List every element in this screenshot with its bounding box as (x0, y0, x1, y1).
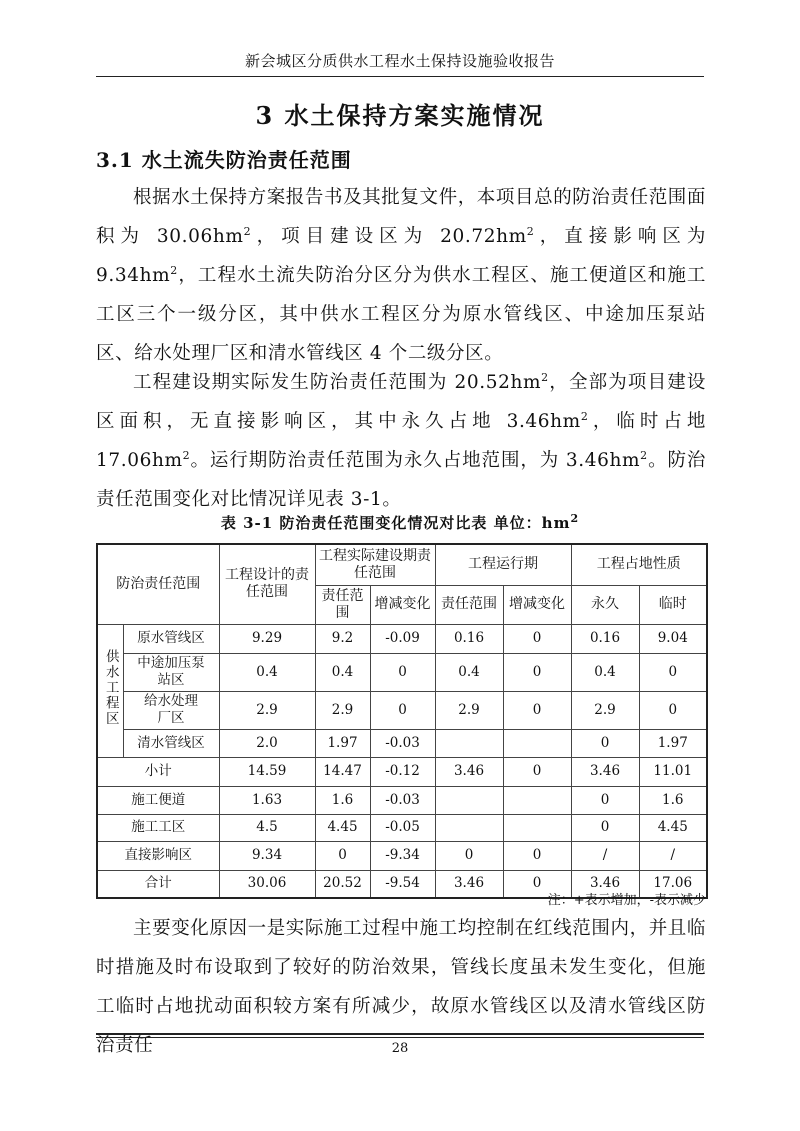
cell-op-range: 0.4 (435, 653, 503, 691)
row-name: 合计 (97, 870, 219, 898)
row-name: 施工便道 (97, 786, 219, 814)
cell-change: -0.05 (370, 814, 435, 841)
row-name: 给水处理厂区 (123, 691, 219, 729)
header-land: 工程占地性质 (571, 544, 707, 585)
subtotal-row (97, 757, 707, 786)
cell-range: 1.6 (315, 786, 370, 814)
cell-change: -9.54 (370, 870, 435, 898)
cell-temporary: 1.97 (639, 729, 707, 757)
cell-permanent: 2.9 (571, 691, 639, 729)
chapter-title: 3 水土保持方案实施情况 (255, 101, 545, 130)
cell-design: 4.5 (219, 814, 315, 841)
cell-op-change: 0 (503, 870, 571, 898)
row-name: 直接影响区 (97, 841, 219, 870)
cell-permanent: 0 (571, 786, 639, 814)
table-caption: 表 3-1 防治责任范围变化情况对比表 单位：$hm^2$ (220, 512, 580, 532)
cell-range: 14.47 (315, 757, 370, 786)
cell-design: 2.9 (219, 691, 315, 729)
cell-temporary: 17.06 (639, 870, 707, 898)
header-change: 增减变化 (370, 585, 435, 624)
cell-op-change (503, 814, 571, 841)
row-name: 原水管线区 (123, 624, 219, 653)
cell-design: 1.63 (219, 786, 315, 814)
cell-op-range: 3.46 (435, 870, 503, 898)
cell-op-range: 0.16 (435, 624, 503, 653)
header-temporary: 临时 (639, 585, 707, 624)
cell-range: 9.2 (315, 624, 370, 653)
row-name: 小计 (97, 757, 219, 786)
cell-permanent: 0 (571, 814, 639, 841)
cell-design: 9.29 (219, 624, 315, 653)
cell-op-range (435, 786, 503, 814)
cell-change: 0 (370, 653, 435, 691)
section-title: 3.1 水土流失防治责任范围 (96, 148, 352, 172)
group-label: 供水工程区 (97, 624, 123, 757)
paragraph-actual-scope: 工程建设期实际发生防治责任范围为 $20.52hm^2$，全部为项目建设区面积，无直接影响区，其中永久占地 $3.46hm^2$，临时占地 $17.06hm^2$。运行期防治责任范围为永久占地范围，为 $3.46hm^2$。防治责任范围变化对比情况详见表 3-1。 (96, 370, 706, 510)
cell-temporary: 0 (639, 653, 707, 691)
header-range: 责任范围 (315, 585, 370, 624)
table-row (97, 624, 707, 653)
cell-op-change (503, 786, 571, 814)
footer-divider-thin (96, 1037, 704, 1038)
row-name: 中途加压泵站区 (123, 653, 219, 691)
cell-design: 0.4 (219, 653, 315, 691)
cell-range: 2.9 (315, 691, 370, 729)
page-number: 28 (391, 1041, 409, 1056)
cell-temporary: / (639, 841, 707, 870)
table-row (97, 653, 707, 691)
responsibility-comparison-table (96, 543, 708, 899)
cell-change: -0.09 (370, 624, 435, 653)
cell-permanent: 3.46 (571, 757, 639, 786)
header-operation: 工程运行期 (435, 544, 571, 585)
paragraph-change-reasons: 主要变化原因一是实际施工过程中施工均控制在红线范围内，并且临时措施及时布设取到了较好的防治效果，管线长度虽未发生变化，但施工临时占地扰动面积较方案有所减少，故原水管线区以及清水管线区防治责任 (96, 918, 707, 1056)
cell-op-change: 0 (503, 841, 571, 870)
cell-permanent: / (571, 841, 639, 870)
table-row (97, 691, 707, 729)
cell-permanent: 0 (571, 729, 639, 757)
cell-permanent: 0.4 (571, 653, 639, 691)
cell-change: -0.03 (370, 786, 435, 814)
cell-change: 0 (370, 691, 435, 729)
cell-op-change: 0 (503, 757, 571, 786)
cell-op-range (435, 814, 503, 841)
cell-change: -0.03 (370, 729, 435, 757)
cell-op-range: 3.46 (435, 757, 503, 786)
header-design: 工程设计的责任范围 (219, 544, 315, 624)
cell-op-range (435, 729, 503, 757)
cell-permanent: 0.16 (571, 624, 639, 653)
row-name: 清水管线区 (123, 729, 219, 757)
cell-design: 2.0 (219, 729, 315, 757)
cell-temporary: 1.6 (639, 786, 707, 814)
cell-op-change (503, 729, 571, 757)
cell-op-range: 2.9 (435, 691, 503, 729)
cell-range: 0 (315, 841, 370, 870)
cell-range: 20.52 (315, 870, 370, 898)
header-op-range: 责任范围 (435, 585, 503, 624)
cell-temporary: 4.45 (639, 814, 707, 841)
cell-op-change: 0 (503, 691, 571, 729)
cell-design: 14.59 (219, 757, 315, 786)
cell-range: 0.4 (315, 653, 370, 691)
row-name: 施工工区 (97, 814, 219, 841)
cell-op-change: 0 (503, 653, 571, 691)
cell-change: -0.12 (370, 757, 435, 786)
cell-temporary: 9.04 (639, 624, 707, 653)
table-row (97, 841, 707, 870)
cell-range: 1.97 (315, 729, 370, 757)
paragraph-responsibility-scope: 根据水土保持方案报告书及其批复文件，本项目总的防治责任范围面积为 $30.06hm^2$，项目建设区为 $20.72hm^2$，直接影响区为 $9.34hm^2$，工程水土流失防治分区分为供水工程区、施工便道区和施工工区三个一级分区，其中供水工程区分为原水管线区、中途加压泵站区、给水处理厂区和清水管线区 4 个二级分区。 (96, 187, 707, 364)
cell-change: -9.34 (370, 841, 435, 870)
cell-temporary: 11.01 (639, 757, 707, 786)
footer-divider (96, 1033, 704, 1035)
cell-design: 30.06 (219, 870, 315, 898)
header-construction: 工程实际建设期责任范围 (315, 544, 435, 585)
table-row (97, 814, 707, 841)
cell-op-range: 0 (435, 841, 503, 870)
table-row (97, 786, 707, 814)
table-note: 注：+表示增加，-表示减少 (547, 893, 706, 908)
header-op-change: 增减变化 (503, 585, 571, 624)
cell-range: 4.45 (315, 814, 370, 841)
header-area: 防治责任范围 (97, 544, 219, 624)
header-permanent: 永久 (571, 585, 639, 624)
cell-permanent: 3.46 (571, 870, 639, 898)
cell-design: 9.34 (219, 841, 315, 870)
cell-op-change: 0 (503, 624, 571, 653)
cell-temporary: 0 (639, 691, 707, 729)
running-header: 新会城区分质供水工程水土保持设施验收报告 (96, 50, 704, 77)
table-row (97, 729, 707, 757)
